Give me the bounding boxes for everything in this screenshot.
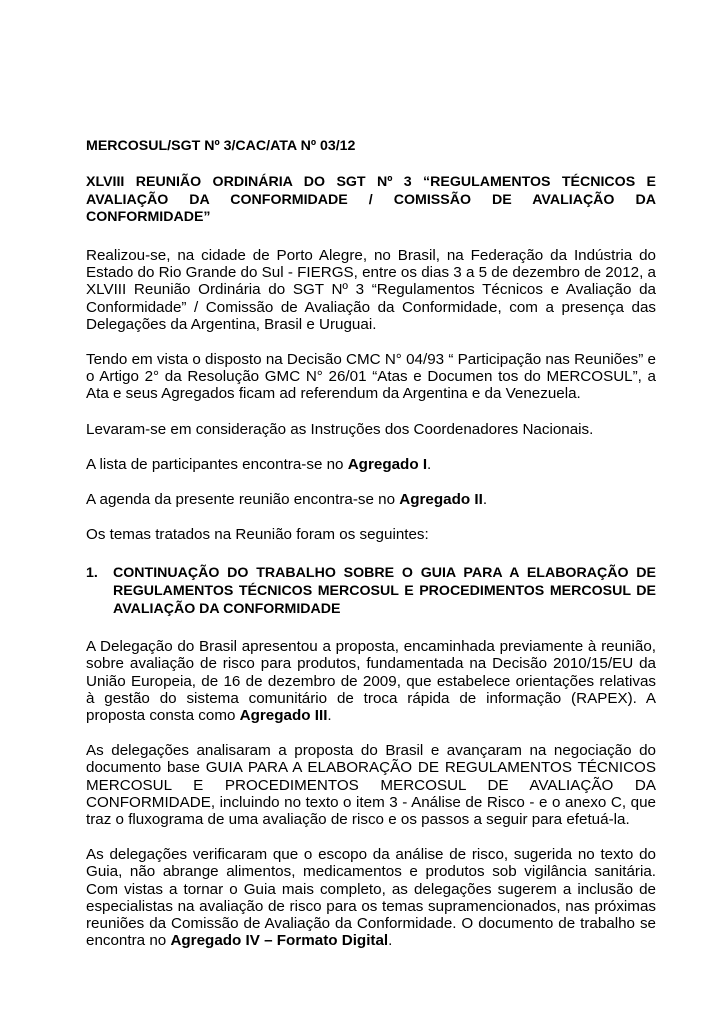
s1p3-annex-ref: Agregado IV – Formato Digital [170, 932, 389, 950]
decision-paragraph: Tendo em vista o disposto na Decisão CMC N° 04/93 “ Participação nas Reuniões” e o Artigo 2° da Resolução GMC N° 26/01 “Atas e Documen tos do MERCOSUL”, a Ata e seus Agregados ficam ad referendum da Argentina e da Venezuela. [86, 351, 656, 403]
section-1-paragraph-2: As delegações analisaram a proposta do Brasil e avançaram na negociação do documento base GUIA PARA A ELABORAÇÃO DE REGULAMENTOS TÉCNICOS MERCOSUL E PROCEDIMENTOS MERCOSUL DE AVALIAÇÃO DA CONFORMIDADE, incluindo no texto o item 3 - Análise de Risco - e o anexo C, que traz o fluxograma de uma avaliação de risco e os passos a seguir para efetuá-la. [86, 742, 656, 829]
participants-end: . [427, 455, 432, 473]
s1p3-end: . [388, 932, 393, 950]
participants-annex-ref: Agregado I [347, 455, 428, 473]
section-1-heading [86, 565, 656, 618]
agenda-text: A agenda da presente reunião encontra-se no [86, 491, 400, 509]
s1p3-text: As delegações verificaram que o escopo da análise de risco, sugerida no texto do Guia, não abrange alimentos, medicamentos e produtos sob vigilância sanitária. Com vistas a tornar o Guia mais completo, as delegações sugerem a inclusão de especialistas na avaliação de risco para os temas supramencionados, nas próximas reuniões da Comissão de Avaliação da Conformidade. O documento de trabalho se encontra no [86, 846, 656, 950]
section-1-paragraph-3 [86, 846, 656, 949]
s1p1-end: . [327, 707, 332, 725]
participants-text: A lista de participantes encontra-se no [86, 455, 348, 473]
section-1-paragraph-1 [86, 638, 656, 724]
s1p1-text: A Delegação do Brasil apresentou a proposta, encaminhada previamente à reunião, sobre avaliação de risco para produtos, fundamentada na Decisão 2010/15/EU da União Europeia, de 16 de dezembro de 2009, que estabelece orientações relativas à gestão do sistema comunitário de troca rápida de informação (RAPEX). A proposta consta como [86, 638, 656, 725]
instructions-paragraph: Levaram-se em consideração as Instruções dos Coordenadores Nacionais. [86, 420, 594, 438]
document-id: MERCOSUL/SGT Nº 3/CAC/ATA Nº 03/12 [86, 138, 356, 154]
s1p1-annex-ref: Agregado III [239, 707, 328, 725]
topics-intro: Os temas tratados na Reunião foram os seguintes: [86, 526, 429, 544]
document-body [86, 138, 656, 967]
section-1-title: CONTINUAÇÃO DO TRABALHO SOBRE O GUIA PARA A ELABORAÇÃO DE REGULAMENTOS TÉCNICOS MERCOSUL E PROCEDIMENTOS MERCOSUL DE AVALIAÇÃO DA CONFORMIDADE [113, 565, 656, 617]
intro-paragraph: Realizou-se, na cidade de Porto Alegre, no Brasil, na Federação da Indústria do Estado do Rio Grande do Sul - FIERGS, entre os dias 3 a 5 de dezembro de 2012, a XLVIII Reunião Ordinária do SGT Nº 3 “Regulamentos Técnicos e Avaliação da Conformidade” / Comissão de Avaliação da Conformidade, com a presença das Delegações da Argentina, Brasil e Uruguai. [86, 246, 656, 333]
agenda-annex-ref: Agregado II [399, 491, 483, 509]
agenda-paragraph [86, 491, 656, 508]
agenda-end: . [482, 491, 488, 509]
meeting-heading: XLVIII REUNIÃO ORDINÁRIA DO SGT Nº 3 “REGULAMENTOS TÉCNICOS E AVALIAÇÃO DA CONFORMIDADE / COMISSÃO DE AVALIAÇÃO DA CONFORMIDADE” [86, 174, 656, 226]
participants-paragraph [86, 456, 656, 473]
section-1-number: 1. [86, 565, 98, 582]
